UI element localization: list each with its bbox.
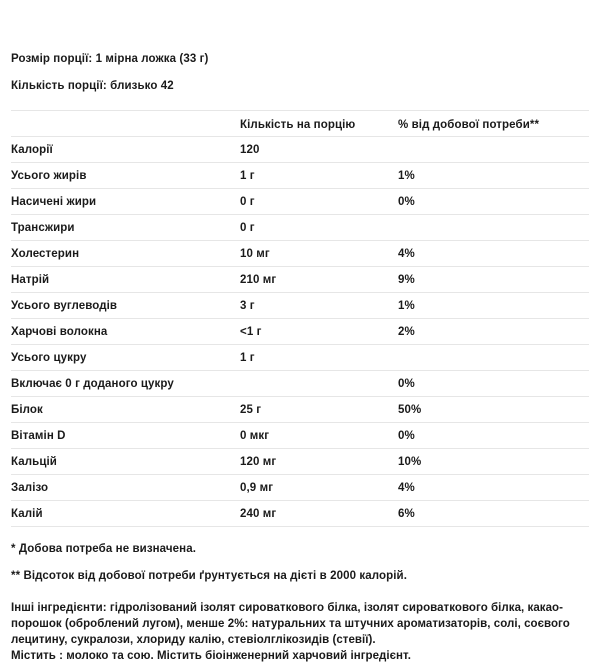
nutrient-daily-value: 0% — [398, 371, 589, 397]
nutrient-daily-value: 10% — [398, 449, 589, 475]
serving-size-line: Розмір порції: 1 мірна ложка (33 г) — [11, 53, 209, 65]
nutrient-label: Усього жирів — [11, 163, 240, 189]
nutrient-amount: 0,9 мг — [240, 475, 398, 501]
nutrient-amount: 1 г — [240, 163, 398, 189]
nutrient-label: Харчові волокна — [11, 319, 240, 345]
table-row — [11, 319, 589, 345]
nutrient-amount: 0 г — [240, 215, 398, 241]
serving-information — [11, 0, 589, 93]
table-row — [11, 267, 589, 293]
nutrition-facts-table — [11, 110, 589, 527]
nutrient-label: Включає 0 г доданого цукру — [11, 371, 240, 397]
nutrient-amount — [240, 371, 398, 397]
nutrient-label: Насичені жири — [11, 189, 240, 215]
nutrient-daily-value: 1% — [398, 163, 589, 189]
nutrient-label: Натрій — [11, 267, 240, 293]
nutrient-daily-value — [398, 215, 589, 241]
nutrient-daily-value: 9% — [398, 267, 589, 293]
column-header-amount-per-serving: Кількість на порцію — [240, 111, 398, 137]
table-row — [11, 137, 589, 163]
nutrient-amount: 1 г — [240, 345, 398, 371]
nutrient-daily-value: 4% — [398, 241, 589, 267]
column-header-nutrient — [11, 111, 240, 137]
nutrient-label: Усього вуглеводів — [11, 293, 240, 319]
nutrient-daily-value — [398, 345, 589, 371]
nutrient-daily-value: 1% — [398, 293, 589, 319]
table-row — [11, 215, 589, 241]
other-ingredients-text: Інші інгредієнти: гідролізований ізолят сироваткового білка, ізолят сироваткового білка, какао-порошок (оброблений лугом), менше 2%: натуральних та штучних ароматизаторів, солі, соєвого лецитину, сукралози, хлориду калію, стевіолглікозидів (стевії). — [11, 602, 570, 646]
nutrient-daily-value: 4% — [398, 475, 589, 501]
footnotes — [11, 542, 589, 583]
table-row — [11, 163, 589, 189]
nutrient-amount: 120 — [240, 137, 398, 163]
nutrient-label: Холестерин — [11, 241, 240, 267]
table-row — [11, 293, 589, 319]
table-row — [11, 423, 589, 449]
table-row — [11, 449, 589, 475]
nutrient-amount: 0 мкг — [240, 423, 398, 449]
nutrient-daily-value: 0% — [398, 423, 589, 449]
nutrient-label: Калорії — [11, 137, 240, 163]
nutrient-amount: <1 г — [240, 319, 398, 345]
nutrient-label: Трансжири — [11, 215, 240, 241]
nutrient-label: Калій — [11, 501, 240, 527]
ingredients-section — [11, 600, 589, 664]
nutrient-daily-value: 6% — [398, 501, 589, 527]
nutrient-label: Кальцій — [11, 449, 240, 475]
nutrient-amount: 240 мг — [240, 501, 398, 527]
column-header-percent-daily-value: % від добової потреби** — [398, 111, 589, 137]
footnote-double-star: ** Відсоток від добової потреби ґрунтується на дієті в 2000 калорій. — [11, 570, 408, 582]
nutrient-amount: 120 мг — [240, 449, 398, 475]
nutrient-label: Усього цукру — [11, 345, 240, 371]
table-row — [11, 371, 589, 397]
nutrient-amount: 3 г — [240, 293, 398, 319]
table-header-row — [11, 111, 589, 137]
nutrient-label: Білок — [11, 397, 240, 423]
table-body — [11, 137, 589, 527]
nutrient-amount: 10 мг — [240, 241, 398, 267]
nutrient-daily-value: 50% — [398, 397, 589, 423]
table-row — [11, 501, 589, 527]
nutrient-amount: 25 г — [240, 397, 398, 423]
nutrient-amount: 0 г — [240, 189, 398, 215]
table-row — [11, 189, 589, 215]
table-row — [11, 345, 589, 371]
nutrient-daily-value — [398, 137, 589, 163]
nutrient-label: Вітамін D — [11, 423, 240, 449]
table-row — [11, 475, 589, 501]
table-header — [11, 111, 589, 137]
footnote-single-star: * Добова потреба не визначена. — [11, 543, 197, 555]
nutrient-daily-value: 0% — [398, 189, 589, 215]
nutrient-amount: 210 мг — [240, 267, 398, 293]
table-row — [11, 241, 589, 267]
servings-per-container-line: Кількість порції: близько 42 — [11, 80, 174, 92]
contains-allergens-text: Містить : молоко та сою. Містить біоінженерний харчовий інгредієнт. — [11, 650, 411, 662]
table-row — [11, 397, 589, 423]
nutrient-daily-value: 2% — [398, 319, 589, 345]
nutrient-label: Залізо — [11, 475, 240, 501]
